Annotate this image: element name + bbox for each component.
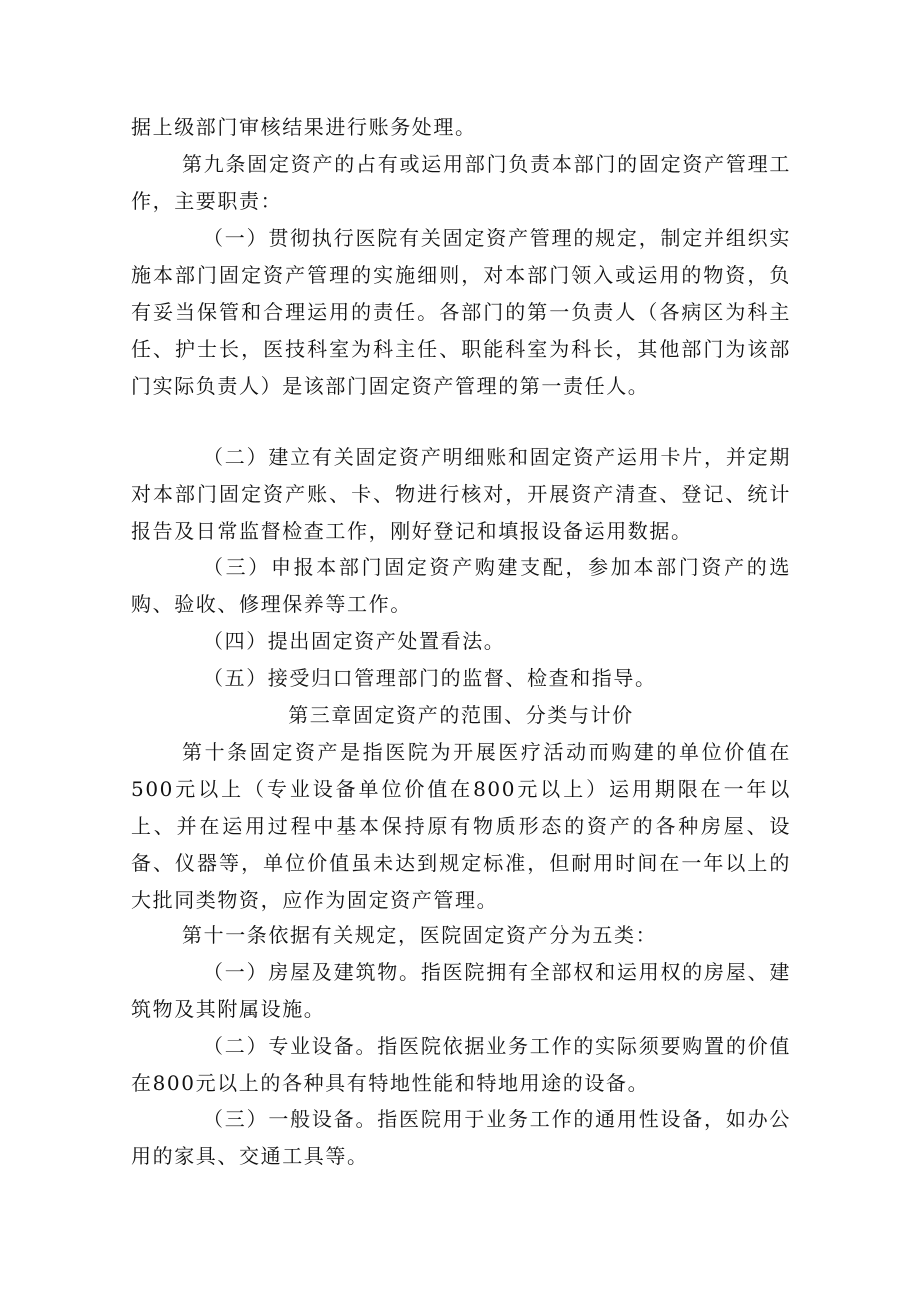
article-11-item-3: （三）一般设备。指医院用于业务工作的通用性设备，如办公用的家具、交通工具等。 [131,1107,791,1168]
article-9-item-3: （三）申报本部门固定资产购建支配，参加本部门资产的选购、验收、修理保养等工作。 [131,555,791,616]
article-9-item-1: （一）贯彻执行医院有关固定资产管理的规定，制定并组织实施本部门固定资产管理的实施细则，对本部门领入或运用的物资，负有妥当保管和合理运用的责任。各部门的第一负责人（各病区为科主任、护士长，医技科室为科主任、职能科室为科长，其他部门为该部门实际负责人）是该部门固定资产管理的第一责任人。 [131,226,791,398]
article-9-item-4: （四）提出固定资产处置看法。 [203,629,506,653]
article-9: 第九条固定资产的占有或运用部门负责本部门的固定资产管理工作，主要职责： [131,152,791,213]
article-11-item-1: （一）房屋及建筑物。指医院拥有全部权和运用权的房屋、建筑物及其附属设施。 [131,960,791,1021]
article-9-item-5: （五）接受归口管理部门的监督、检查和指导。 [203,666,657,690]
article-9-item-2: （二）建立有关固定资产明细账和固定资产运用卡片，并定期对本部门固定资产账、卡、物进行核对，开展资产清查、登记、统计报告及日常监督检查工作，刚好登记和填报设备运用数据。 [131,445,791,543]
article-11-item-2: （二）专业设备。指医院依据业务工作的实际须要购置的价值在800元以上的各种具有特地性能和特地用途的设备。 [131,1034,791,1095]
paragraph-continuation: 据上级部门审核结果进行账务处理。 [131,115,477,139]
article-11: 第十一条依据有关规定，医院固定资产分为五类： [182,923,658,947]
article-10: 第十条固定资产是指医院为开展医疗活动而购建的单位价值在500元以上（专业设备单位价值在800元以上）运用期限在一年以上、并在运用过程中基本保持原有物质形态的资产的各种房屋、设备、仪器等，单位价值虽未达到规定标准，但耐用时间在一年以上的大批同类物资，应作为固定资产管理。 [131,740,791,912]
chapter-heading: 第三章固定资产的范围、分类与计价 [288,703,634,727]
